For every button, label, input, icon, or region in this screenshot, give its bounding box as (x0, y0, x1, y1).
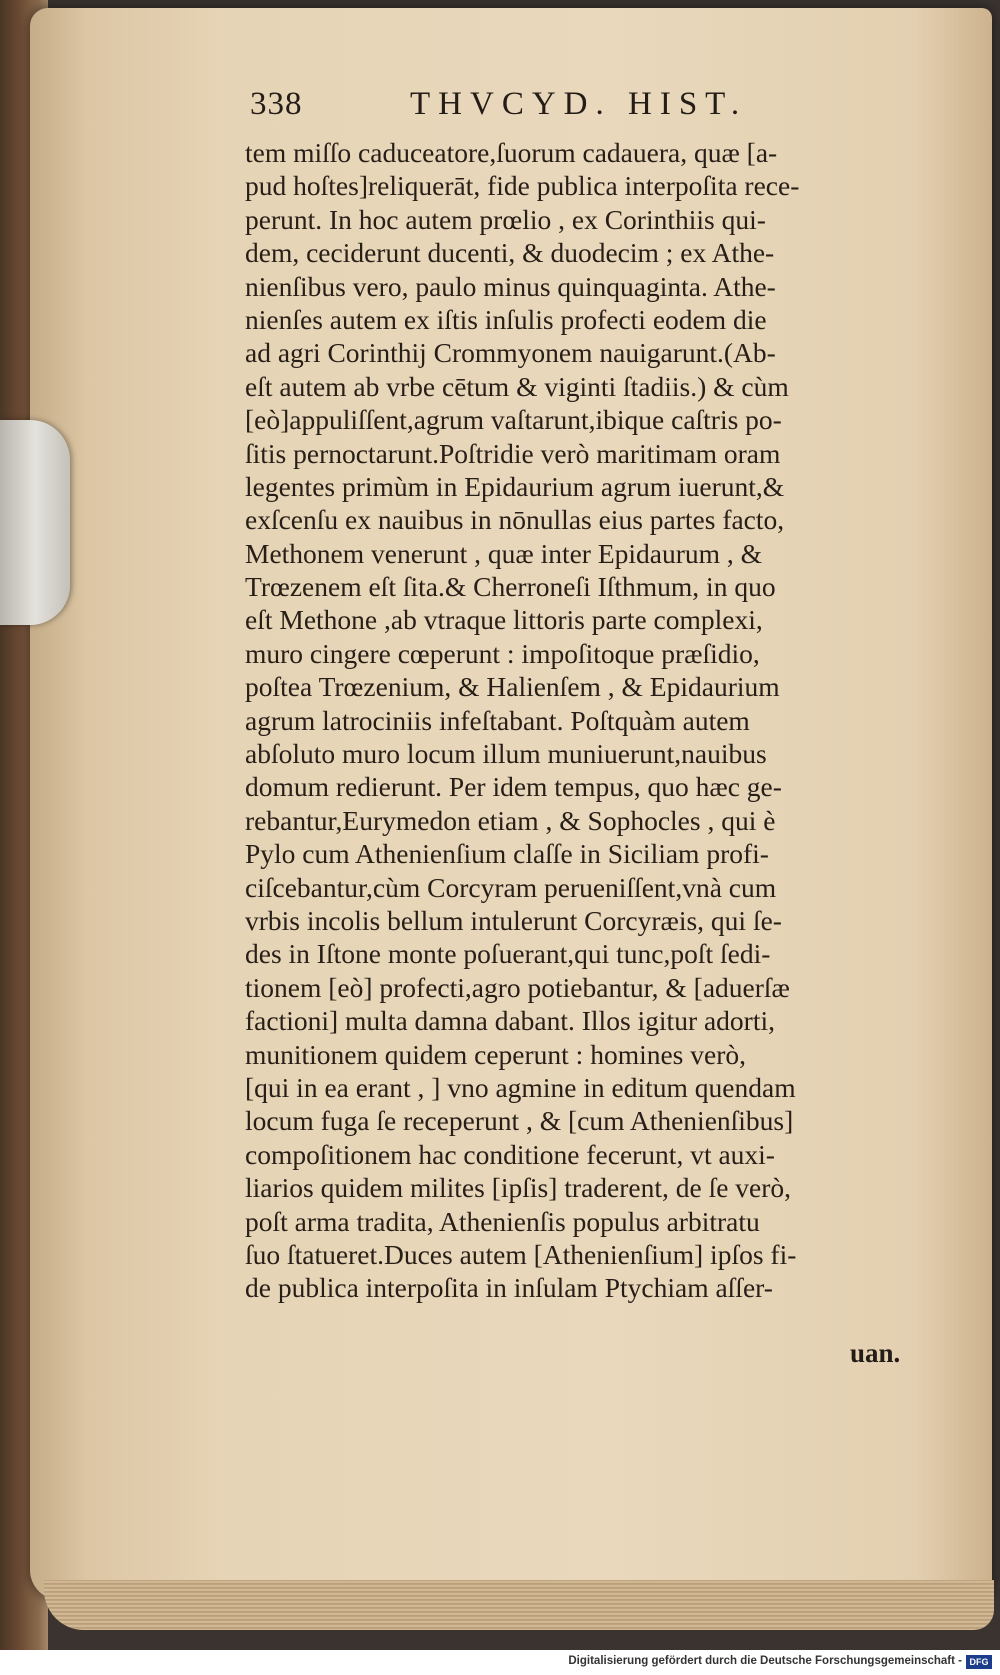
text-line: ſitis pernoctarunt.Poſtridie verò maritimam oram (245, 437, 781, 469)
text-line: agrum latrociniis infeſtabant. Poſtquàm autem (245, 704, 750, 736)
text-line: exſcenſu ex nauibus in nōnullas eius partes facto, (245, 504, 785, 536)
text-line: [eò]appuliſſent,agrum vaſtarunt,ibique caſtris po- (245, 404, 782, 436)
text-line: rebantur,Eurymedon etiam , & Sophocles , qui è (245, 804, 776, 836)
text-line: eſt Methone ,ab vtraque littoris parte complexi, (245, 604, 763, 636)
body-text (245, 136, 913, 1305)
text-line: liarios quidem milites [ipſis] traderent, de ſe verò, (245, 1172, 792, 1204)
text-line: locum fuga ſe receperunt , & [cum Athenienſibus] (245, 1105, 794, 1137)
text-line: factioni] multa damna dabant. Illos igitur adorti, (245, 1005, 775, 1037)
text-line: muro cingere cœperunt : impoſitoque præſidio, (245, 637, 760, 669)
text-line: domum redierunt. Per idem tempus, quo hæc ge- (245, 771, 782, 803)
text-line: ad agri Corinthij Crommyonem nauigarunt.(Ab- (245, 337, 776, 369)
text-line: de publica interpoſita in inſulam Ptychiam aſſer- (245, 1272, 773, 1304)
text-line: nienſes autem ex iſtis inſulis profecti eodem die (245, 303, 767, 335)
footer-bar (0, 1650, 1000, 1675)
page-stack-edge (44, 1580, 994, 1630)
text-line: perunt. In hoc autem prœlio , ex Corinthiis qui- (245, 203, 766, 235)
text-line: poſt arma tradita, Athenienſis populus arbitratu (245, 1205, 760, 1237)
text-line: ſuo ſtatueret.Duces autem [Athenienſium] ipſos fi- (245, 1238, 797, 1270)
text-line: Trœzenem eſt ſita.& Cherroneſi Iſthmum, in quo (245, 571, 776, 603)
text-line: abſoluto muro locum illum muniuerunt,nauibus (245, 738, 767, 770)
text-line: Pylo cum Athenienſium claſſe in Siciliam profi- (245, 838, 769, 870)
text-line: des in Iſtone monte poſuerant,qui tunc,poſt ſedi- (245, 938, 771, 970)
page-number: 338 (250, 86, 303, 122)
text-line: eſt autem ab vrbe cētum & viginti ſtadiis.) & cùm (245, 370, 789, 402)
text-line: vrbis incolis bellum intulerunt Corcyræis, qui ſe- (245, 904, 782, 936)
catchword: uan. (850, 1338, 901, 1368)
text-line: tem miſſo caduceatore,ſuorum cadauera, quæ [a- (245, 137, 778, 168)
text-line: compoſitionem hac conditione fecerunt, vt auxi- (245, 1138, 775, 1170)
text-line: dem, ceciderunt ducenti, & duodecim ; ex Athe- (245, 237, 775, 269)
funding-credit: Digitalisierung gefördert durch die Deutsche Forschungsgemeinschaft - (568, 1655, 962, 1667)
text-line: nienſibus vero, paulo minus quinquaginta. Athe- (245, 270, 776, 302)
text-line: munitionem quidem ceperunt : homines verò, (245, 1038, 747, 1070)
text-line: pud hoſtes]reliquerāt, fide publica interpoſita rece- (245, 170, 800, 202)
text-line: [qui in ea erant , ] vno agmine in editum quendam (245, 1071, 796, 1103)
page-clip (0, 420, 70, 625)
text-line: poſtea Trœzenium, & Halienſem , & Epidaurium (245, 671, 780, 703)
text-line: Methonem venerunt , quæ inter Epidaurum , & (245, 537, 763, 569)
text-line: tionem [eò] profecti,agro potiebantur, & [aduerſæ (245, 971, 790, 1003)
running-head: THVCYD. HIST. (410, 86, 748, 122)
page-header (250, 86, 810, 132)
text-line: legentes primùm in Epidaurium agrum iuerunt,& (245, 470, 785, 502)
text-line: ciſcebantur,cùm Corcyram perueniſſent,vnà cum (245, 871, 777, 903)
dfg-logo-icon: DFG (966, 1655, 992, 1669)
